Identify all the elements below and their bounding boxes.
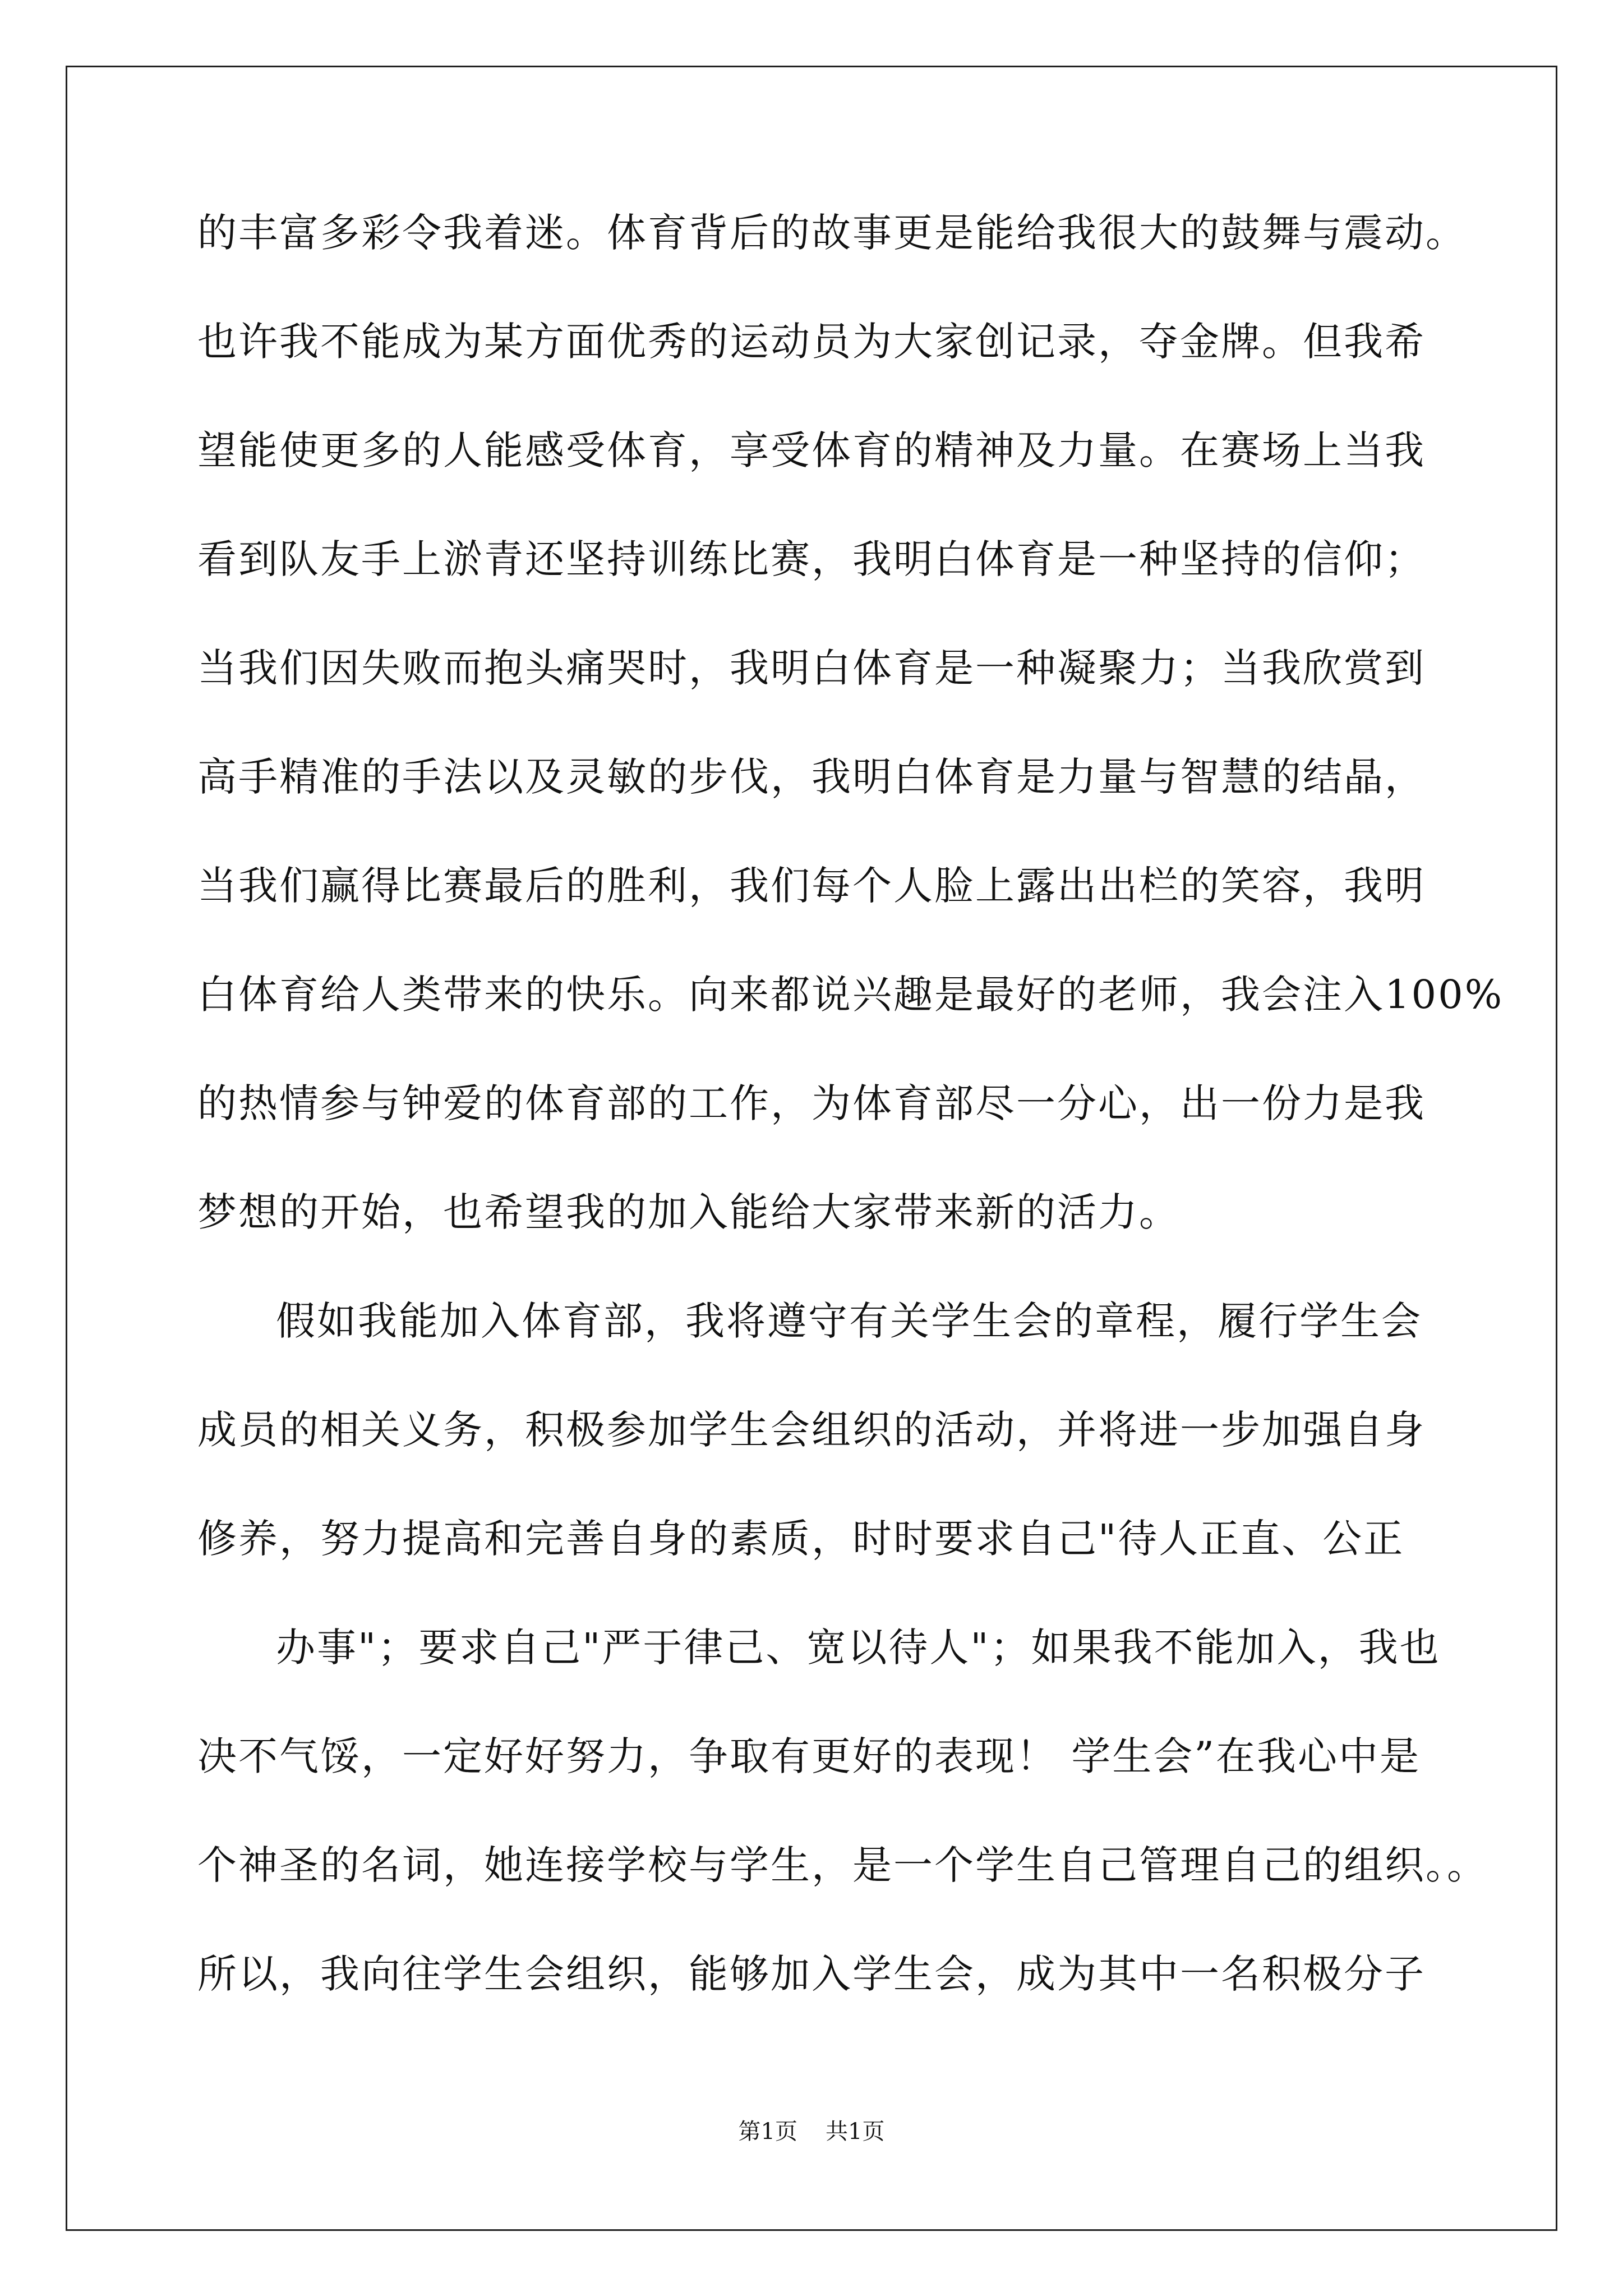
- text-line: 看到队友手上淤青还坚持训练比赛，我明白体育是一种坚持的信仰；: [197, 536, 1426, 582]
- text-line: 当我们赢得比赛最后的胜利，我们每个人脸上露出出栏的笑容，我明: [197, 863, 1426, 909]
- text-line: 成员的相关义务，积极参加学生会组织的活动，并将进一步加强自身: [197, 1407, 1426, 1453]
- text-line: 所以，我向往学生会组织，能够加入学生会，成为其中一名积极分子: [197, 1951, 1426, 1997]
- text-line-indented: 假如我能加入体育部，我将遵守有关学生会的章程，履行学生会: [276, 1298, 1422, 1344]
- text-line: 决不气馁，一定好好努力，争取有更好的表现！ 学生会”在我心中是: [197, 1733, 1421, 1779]
- page-footer: [0, 2115, 1623, 2148]
- text-line: 当我们因失败而抱头痛哭时，我明白体育是一种凝聚力；当我欣赏到: [197, 645, 1426, 691]
- page-number: 第1页: [738, 2119, 797, 2145]
- text-line: 的热情参与钟爱的体育部的工作，为体育部尽一分心，出一份力是我: [197, 1080, 1426, 1126]
- text-line: 梦想的开始，也希望我的加入能给大家带来新的活力。: [197, 1189, 1180, 1235]
- text-line: 也许我不能成为某方面优秀的运动员为大家创记录，夺金牌。但我希: [197, 319, 1426, 365]
- text-line: 修养，努力提高和完善自身的素质，时时要求自己"待人正直、公正: [197, 1516, 1405, 1562]
- text-line: 个神圣的名词，她连接学校与学生，是一个学生自己管理自己的组织。。: [197, 1842, 1488, 1888]
- text-line: 高手精准的手法以及灵敏的步伐，我明白体育是力量与智慧的结晶，: [197, 754, 1426, 800]
- page-border: [66, 66, 1557, 2231]
- text-line-indented: 办事"；要求自己"严于律己、宽以待人"；如果我不能加入，我也: [276, 1625, 1441, 1671]
- page-total: 共1页: [826, 2119, 885, 2145]
- text-line: 白体育给人类带来的快乐。向来都说兴趣是最好的老师，我会注入100%: [197, 972, 1504, 1018]
- text-line: 的丰富多彩令我着迷。体育背后的故事更是能给我很大的鼓舞与震动。: [197, 210, 1467, 256]
- text-line: 望能使更多的人能感受体育，享受体育的精神及力量。在赛场上当我: [197, 427, 1426, 473]
